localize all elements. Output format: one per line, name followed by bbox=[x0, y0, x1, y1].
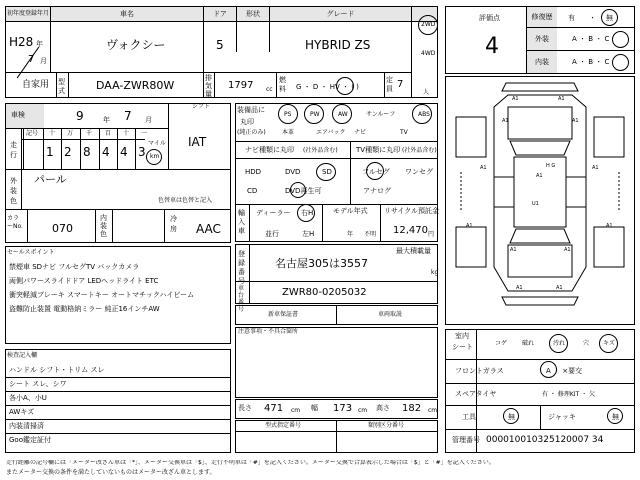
windshield-a-circle bbox=[540, 361, 557, 378]
equip-item-circle bbox=[412, 104, 432, 124]
spare-opts: 有 ・ 修理KIT ・ 欠 bbox=[542, 391, 595, 398]
equip-item: AW bbox=[338, 111, 348, 118]
navi-hdd: HDD bbox=[245, 168, 262, 176]
damage-label: A1 bbox=[536, 173, 543, 179]
repair-no-circle bbox=[601, 9, 618, 26]
col-line bbox=[164, 209, 165, 243]
ac: AAC bbox=[196, 222, 221, 236]
row-line bbox=[235, 281, 438, 282]
door-header: ドア bbox=[204, 7, 236, 21]
drive-2wd: 2WD bbox=[421, 21, 436, 28]
class-number-label: 類別区分番号 bbox=[368, 422, 405, 429]
equip-item: 本革 bbox=[282, 129, 295, 136]
navi-sd-circle bbox=[316, 163, 336, 181]
col-line bbox=[276, 72, 277, 98]
model-year-unknown: 不明 bbox=[364, 231, 377, 238]
inspector-line: Goo鑑定証付 bbox=[9, 436, 51, 444]
equip-item-circle bbox=[278, 104, 298, 124]
damage-label: A1 bbox=[556, 285, 563, 291]
load-label: 最大積載量 bbox=[396, 247, 431, 255]
handle-right-circle bbox=[297, 204, 315, 222]
load-unit: kg bbox=[431, 269, 439, 276]
navi-cd: CD bbox=[247, 187, 258, 195]
capacity: 7 bbox=[397, 79, 404, 90]
hood-icon bbox=[508, 107, 572, 139]
mileage-side-label: 走行 bbox=[10, 141, 17, 159]
width-unit: cm bbox=[358, 407, 368, 414]
seat-option: 穴 bbox=[583, 340, 590, 347]
row-line bbox=[235, 204, 438, 205]
sales-point-line: 両側パワースライドドア LEDヘッドライト ETC bbox=[9, 277, 159, 285]
width: 173 bbox=[333, 403, 353, 414]
seat-option: コゲ bbox=[495, 340, 508, 347]
row-line bbox=[5, 405, 231, 406]
equip-label: 装備品に bbox=[237, 106, 265, 114]
inspector-line: 内装清掃済 bbox=[9, 422, 44, 430]
col-line bbox=[380, 204, 381, 242]
import-dealer: ディーラー bbox=[256, 209, 291, 217]
mileage-digit-header: 十 bbox=[49, 130, 56, 137]
mileage-digit: 4 bbox=[102, 145, 110, 159]
damage-label: A1 bbox=[606, 223, 613, 229]
color-no: 070 bbox=[52, 222, 73, 235]
mileage-digit-header: 百 bbox=[105, 130, 112, 137]
displacement: 1797 bbox=[228, 80, 254, 91]
first-reg-month-unit: 月 bbox=[40, 57, 47, 65]
row-line bbox=[5, 209, 231, 210]
score-label: 評価点 bbox=[479, 14, 500, 22]
col-line bbox=[68, 72, 69, 98]
tv-fullseg: フルセグ bbox=[362, 168, 390, 176]
shape-header: 形状 bbox=[237, 7, 269, 21]
ext-grade-c-circle bbox=[612, 31, 629, 48]
shift: IAT bbox=[188, 135, 207, 149]
mileage-digit: 3 bbox=[138, 145, 146, 159]
car-name: ヴォクシー bbox=[106, 38, 166, 52]
col-line bbox=[135, 128, 136, 169]
damage-label: H G bbox=[546, 163, 556, 169]
import-handle-left: 左H bbox=[302, 230, 315, 238]
row-line bbox=[21, 139, 145, 140]
exterior-side-label: 外装色 bbox=[10, 177, 17, 205]
col-line bbox=[99, 128, 100, 169]
col-line bbox=[203, 72, 204, 98]
windshield-icon bbox=[510, 141, 570, 155]
jack-value: 無 bbox=[612, 413, 619, 421]
tv-analog: アナログ bbox=[363, 187, 391, 195]
inspection-month: 7 bbox=[124, 109, 132, 123]
row-line bbox=[235, 158, 438, 159]
height-label: 高さ bbox=[376, 404, 390, 412]
jack-circle bbox=[607, 408, 623, 424]
car-diagram bbox=[446, 77, 634, 324]
mileage-digit-header: 十 bbox=[123, 130, 130, 137]
grade: HYBRID ZS bbox=[305, 38, 371, 52]
first-reg-month: 7 bbox=[28, 54, 35, 65]
mileage-digit-header: 万 bbox=[67, 130, 74, 137]
inspection-year: 9 bbox=[76, 109, 84, 123]
seat-option: キズ bbox=[603, 340, 615, 347]
inspection-year-unit: 年 bbox=[103, 116, 110, 124]
mileage-digit-header: 一 bbox=[141, 130, 148, 137]
mileage-digit-header: 千 bbox=[86, 130, 93, 137]
row-line bbox=[5, 169, 231, 170]
import-handle-right: 右H bbox=[301, 209, 314, 217]
row-line bbox=[445, 429, 635, 430]
displacement-label: 排気量 bbox=[205, 74, 212, 98]
notes-block bbox=[235, 327, 438, 398]
damage-label: A1 bbox=[592, 165, 599, 171]
col-line bbox=[112, 209, 113, 243]
ac-label: 冷房 bbox=[170, 215, 177, 233]
sales-point-line: 盗難防止装置 電動格納ミラー 純正16インチAW bbox=[9, 305, 160, 313]
col-line bbox=[384, 72, 385, 98]
repair-no: 無 bbox=[606, 14, 613, 22]
navi-dvd: DVD bbox=[285, 168, 301, 176]
damage-label: A1 bbox=[502, 118, 509, 124]
equip-item: サンルーフ bbox=[366, 111, 396, 118]
col-line bbox=[214, 72, 215, 98]
damage-label: A1 bbox=[572, 118, 579, 124]
type-number-label: 型式指定番号 bbox=[265, 422, 302, 429]
col-line bbox=[269, 6, 270, 52]
tv-fullseg-circle bbox=[366, 162, 384, 180]
height-unit: cm bbox=[428, 407, 438, 414]
wheel-fl-icon bbox=[456, 117, 486, 157]
sales-point-line: 禁煙車 SDナビ フルセグTV バックカメラ bbox=[9, 263, 140, 271]
inspector-line: シート スレ、シワ bbox=[9, 380, 67, 388]
damage-label: A1 bbox=[480, 165, 487, 171]
jack-label: ジャッキ bbox=[548, 413, 576, 421]
row-line bbox=[5, 21, 438, 22]
plate-label: 登録番号 bbox=[238, 250, 245, 285]
car-name-header: 車名 bbox=[51, 7, 203, 21]
plate-number: 名古屋305は3557 bbox=[275, 257, 368, 270]
navi-sd: SD bbox=[322, 168, 332, 176]
equip-item: ナビ bbox=[354, 129, 367, 136]
windshield-opts: A ・ ×要交 bbox=[546, 367, 583, 375]
chassis-number: ZWR80-0205032 bbox=[282, 287, 367, 298]
col-line bbox=[203, 6, 204, 72]
model-code: DAA-ZWR80W bbox=[96, 79, 175, 92]
recycle-label: リサイクル預託金 bbox=[384, 207, 440, 215]
damage-label: A1 bbox=[558, 96, 565, 102]
wheel-rr-icon bbox=[594, 227, 624, 267]
inspector-label: 検査記入欄 bbox=[7, 352, 38, 359]
damage-label: A1 bbox=[516, 285, 523, 291]
width-label: 幅 bbox=[311, 404, 318, 412]
mileage-digit-header: 記号 bbox=[26, 130, 39, 137]
model-label: 型式 bbox=[58, 78, 65, 95]
col-line bbox=[336, 305, 337, 325]
row-line bbox=[235, 141, 438, 142]
equip-item-circle bbox=[304, 104, 324, 124]
col-line bbox=[21, 169, 22, 209]
height: 182 bbox=[402, 403, 422, 414]
col-line bbox=[322, 204, 323, 242]
col-line bbox=[249, 244, 250, 304]
sales-points-label: セールスポイント bbox=[7, 249, 55, 256]
col-line bbox=[23, 128, 24, 169]
repair-label: 修復歴 bbox=[527, 7, 557, 27]
ext-grade-label: 外装 bbox=[527, 28, 557, 50]
row-line bbox=[5, 72, 411, 73]
footer-note-2: またメーター交換の条件を満たしていないものはメーター改ざん車とします。 bbox=[6, 469, 216, 476]
equip-label-2: 丸印 bbox=[240, 118, 254, 126]
row-line bbox=[5, 377, 231, 378]
recycle-value: 12,470 bbox=[393, 225, 428, 236]
exterior-color: パール bbox=[34, 173, 67, 186]
equip-item: ABS bbox=[418, 111, 430, 118]
interior-color-label: 内装色 bbox=[100, 214, 107, 238]
mgmt-label: 管理番号 bbox=[452, 436, 480, 444]
length-label: 長さ bbox=[238, 404, 252, 412]
row-line bbox=[235, 431, 438, 432]
damage-label: A1 bbox=[564, 247, 571, 253]
int-grade-c-circle bbox=[612, 54, 629, 71]
col-line bbox=[95, 209, 96, 243]
windshield-label: フロントガラス bbox=[455, 367, 504, 375]
row-line bbox=[445, 383, 635, 384]
doors: 5 bbox=[216, 38, 224, 52]
spare-label: スペアタイヤ bbox=[455, 390, 497, 398]
col-line bbox=[411, 6, 412, 98]
mileage-digit: 4 bbox=[120, 145, 128, 159]
interior-seat-label: 室内 bbox=[455, 332, 469, 340]
navi-dvd-play-circle bbox=[290, 182, 306, 198]
navi-dvd-play: DVD再生可 bbox=[285, 187, 322, 195]
cc-unit: cc bbox=[266, 86, 273, 93]
mgmt-number: 000010010325120007 34 bbox=[486, 435, 604, 445]
col-line bbox=[43, 128, 44, 169]
col-line bbox=[80, 128, 81, 169]
chassis-label: 車台番号 bbox=[238, 285, 245, 313]
equip-note: (純正のみ) bbox=[237, 129, 266, 136]
row-line bbox=[5, 419, 231, 420]
mileage-digit: 2 bbox=[64, 145, 72, 159]
equip-item: エアバック bbox=[316, 129, 346, 136]
row-line bbox=[445, 359, 635, 360]
wheel-fr-icon bbox=[594, 117, 624, 157]
damage-label: A1 bbox=[510, 247, 517, 253]
rear-bumper-icon bbox=[502, 297, 578, 305]
model-year-unit: 年 bbox=[347, 231, 354, 238]
tools-circle bbox=[503, 408, 519, 424]
tv-title-note: (社外品含む) bbox=[402, 147, 437, 154]
reg-date-header: 初年度登録年月 bbox=[6, 7, 50, 21]
tv-oneseg: ワンセグ bbox=[405, 168, 433, 176]
first-reg-year-unit: 年 bbox=[36, 40, 43, 48]
col-line bbox=[350, 141, 351, 204]
tools-label: 工具 bbox=[462, 413, 476, 421]
col-line bbox=[61, 128, 62, 169]
length: 471 bbox=[264, 403, 284, 414]
sales-point-line: 衝突軽減ブレーキ スマートキー オートマチックハイビーム bbox=[9, 291, 195, 299]
recycle-unit: 円 bbox=[428, 231, 435, 238]
damage-label: U1 bbox=[532, 201, 539, 207]
interior-seat-label-2: シート bbox=[452, 343, 473, 351]
first-reg-era: H28 bbox=[9, 35, 34, 49]
col-line bbox=[236, 6, 237, 52]
row-line bbox=[5, 128, 168, 129]
inspector-line: ハンドル シフト・トリム スレ bbox=[9, 366, 105, 374]
grade-header: グレード bbox=[270, 7, 411, 21]
warranty-new: 新車保証書 bbox=[268, 311, 299, 318]
mileage-unit-mile: マイル bbox=[148, 140, 166, 147]
front-bumper-icon bbox=[502, 83, 578, 91]
warranty-manual: 車両取説 bbox=[378, 311, 403, 318]
col-line bbox=[27, 209, 28, 243]
navi-title: ナビ種類に丸印 bbox=[245, 146, 294, 154]
wheel-rl-icon bbox=[456, 227, 486, 267]
inspection-label: 車検 bbox=[11, 111, 25, 119]
inspector-line: 各小A、小U bbox=[9, 394, 47, 402]
fuel-label: 燃料 bbox=[279, 76, 286, 93]
col-line bbox=[249, 204, 250, 242]
fuel-hv-circle bbox=[336, 77, 354, 95]
mileage-unit-km: km bbox=[150, 153, 160, 160]
row-line bbox=[5, 433, 231, 434]
col-line bbox=[336, 420, 337, 453]
damage-label: A1 bbox=[466, 223, 473, 229]
col-line bbox=[50, 6, 51, 72]
import-label: 輸入車 bbox=[238, 209, 245, 235]
navi-title-note: (社外品含む) bbox=[303, 147, 338, 154]
color-no-label: カラーNo. bbox=[7, 215, 23, 230]
notes-label: 注意事項・不具合箇所 bbox=[238, 328, 299, 335]
exterior-note: 色替車は色替と記入 bbox=[158, 197, 213, 204]
capacity-label: 定員 bbox=[386, 76, 393, 93]
equip-item: PS bbox=[284, 111, 292, 118]
int-grade-opts: A ・ B ・ C bbox=[572, 58, 610, 66]
col-line bbox=[168, 103, 169, 169]
tv-title: TV種類に丸印 bbox=[356, 146, 401, 154]
equip-item: PW bbox=[310, 111, 320, 118]
equip-item-circle bbox=[332, 104, 352, 124]
tools-value: 無 bbox=[508, 413, 515, 421]
equip-item: TV bbox=[400, 129, 408, 136]
import-parallel: 並行 bbox=[265, 230, 279, 238]
mileage-digit: 8 bbox=[83, 145, 91, 159]
drive-4wd: 4WD bbox=[421, 50, 436, 57]
person-unit: 人 bbox=[423, 89, 430, 96]
damage-label: A1 bbox=[512, 96, 519, 102]
row-line bbox=[5, 391, 231, 392]
use-type: 自家用 bbox=[22, 80, 50, 90]
score-value: 4 bbox=[485, 34, 499, 59]
col-line bbox=[56, 72, 57, 98]
ext-grade-opts: A ・ B ・ C bbox=[572, 35, 610, 43]
int-grade-label: 内装 bbox=[527, 51, 557, 73]
col-line bbox=[540, 405, 541, 429]
repair-yes: 有 bbox=[568, 14, 575, 22]
seat-option: 破れ bbox=[522, 340, 535, 347]
mileage-digit: 1 bbox=[46, 145, 54, 159]
repair-dot: ・ bbox=[589, 14, 596, 22]
footer-note-1: 走行距離の記号欄には「メーター改ざん車は「*」、メーター交換車は「$」、走行不明車は「#」を記入ください。メーター交換で合算表示した場合は「$」と「#」を記入ください。 bbox=[6, 460, 495, 466]
inspector-line: AWキズ bbox=[9, 408, 35, 416]
shift-label: シフト bbox=[192, 103, 211, 110]
model-year-label: モデル年式 bbox=[333, 207, 368, 215]
rear-window-icon bbox=[510, 229, 570, 243]
fuel-options: G ・ D ・ HV ・ ( ) bbox=[296, 83, 359, 91]
inspection-month-unit: 月 bbox=[145, 116, 152, 124]
roof-icon bbox=[514, 157, 566, 227]
seat-option: 汚れ bbox=[553, 340, 566, 347]
col-line bbox=[21, 128, 22, 169]
col-line bbox=[117, 128, 118, 169]
trunk-icon bbox=[508, 245, 572, 277]
length-unit: cm bbox=[291, 407, 301, 414]
